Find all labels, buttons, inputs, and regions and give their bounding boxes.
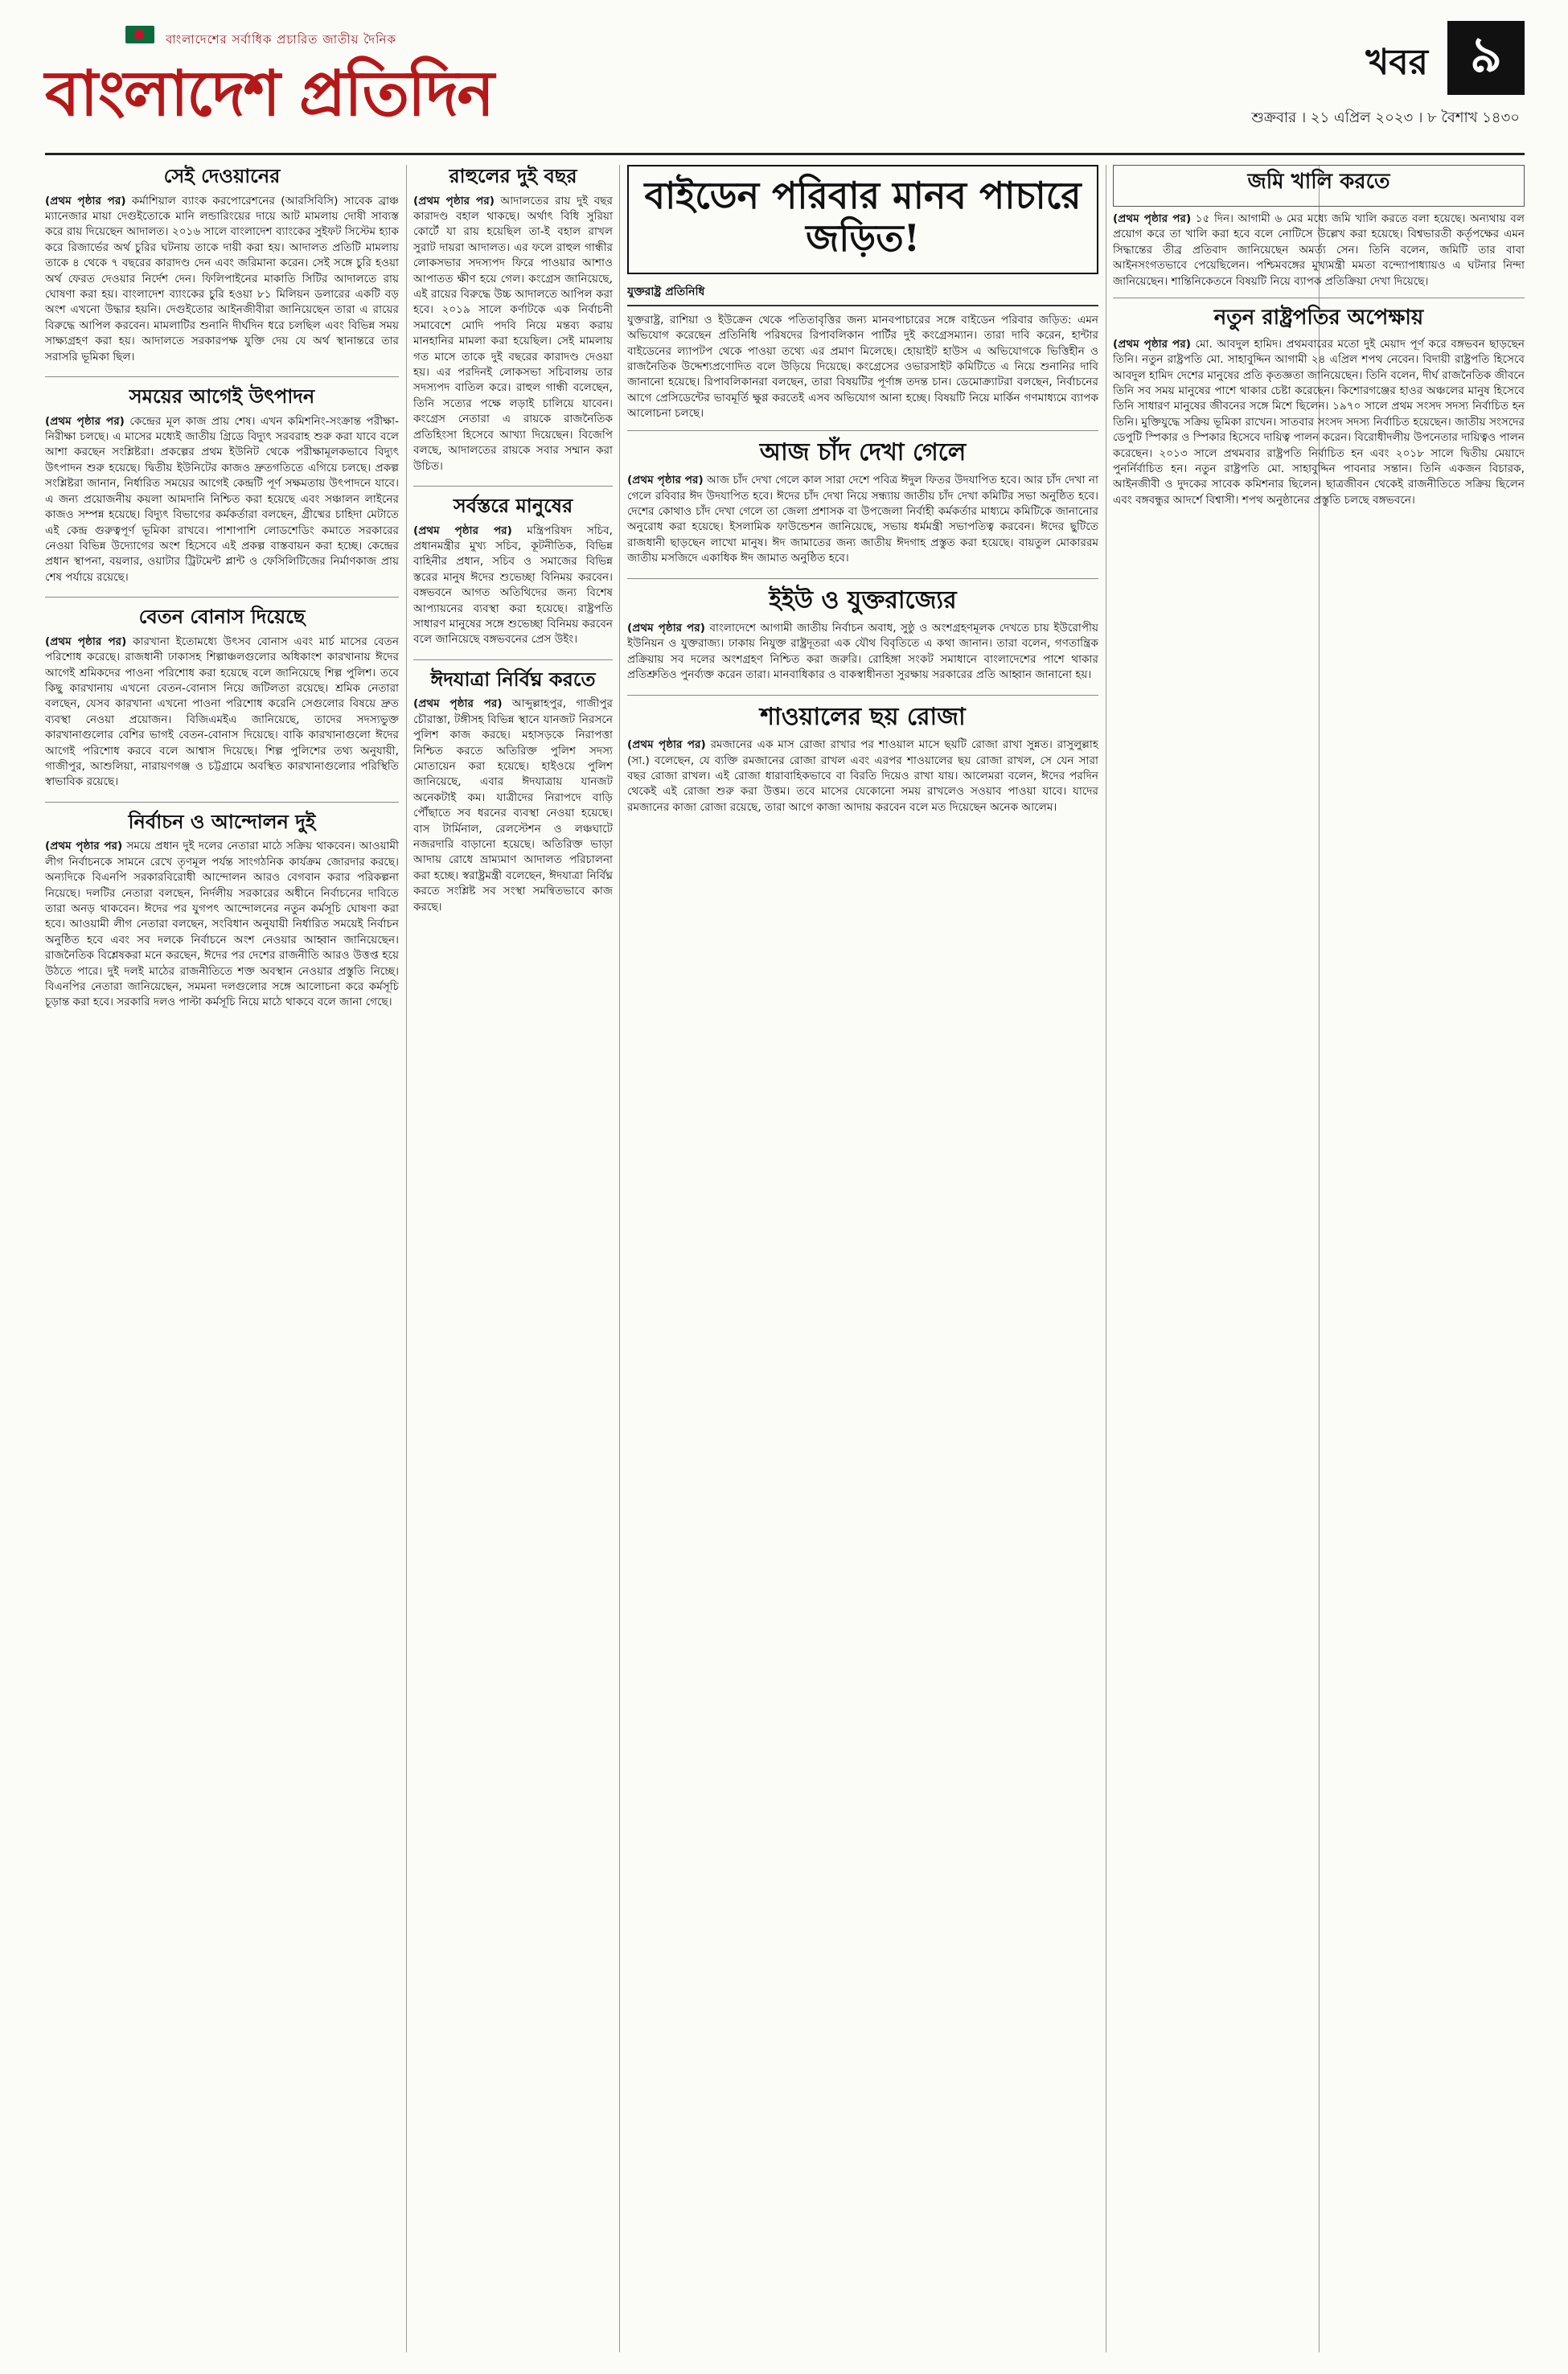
dateline: শুক্রবার । ২১ এপ্রিল ২০২৩ । ৮ বৈশাখ ১৪৩০ <box>1251 109 1520 126</box>
lead-body: যুক্তরাষ্ট্র, রাশিয়া ও ইউক্রেন থেকে পতিতাবৃত্তির জন্য মানবপাচারের সঙ্গে বাইডেন পরিবার জড়িত: এমন অভিযোগ করেছেন প্রতিনিধি পরিষদের রিপাবলিকান পার্টির দুই কংগ্রেসম্যান। তারা দাবি করেন, হান্টার বাইডেনের ল্যাপটপ থেকে পাওয়া তথ্যে এর প্রমাণ মিলেছে। হোয়াইট হাউস এ অভিযোগকে ভিত্তিহীন ও রাজনৈতিক উদ্দেশ্যপ্রণোদিত বলে উড়িয়ে দিয়েছে। কংগ্রেসের ওভারসাইট কমিটিতে এ নিয়ে শুনানির দাবি জানানো হয়েছে। রিপাবলিকানরা বলছেন, তারা বিষয়টির পূর্ণাঙ্গ তদন্ত চান। ডেমোক্র্যাটরা বলছেন, নির্বাচনের আগে প্রেসিডেন্টের ভাবমূর্তি ক্ষুণ্ণ করতেই এসব অভিযোগ আনা হচ্ছে। বিষয়টি নিয়ে মার্কিন গণমাধ্যমে ব্যাপক আলোচনা চলছে। <box>627 313 1098 421</box>
flag-icon <box>125 26 154 43</box>
story-body: (প্রথম পৃষ্ঠার পর) মন্ত্রিপরিষদ সচিব, প্রধানমন্ত্রীর মুখ্য সচিব, কূটনীতিক, বিভিন্ন বাহিনীর প্রধান, সচিব ও সমাজের বিভিন্ন স্তরের মানুষ ঈদের শুভেচ্ছা বিনিময় করবেন। বঙ্গভবনে আগত অতিথিদের জন্য বিশেষ আপ্যায়নের ব্যবস্থা করা হয়েছে। রাষ্ট্রপতি সাধারণ মানুষের সঙ্গে শুভেচ্ছা বিনিময় করবেন বলে জানিয়েছে বঙ্গভবনের প্রেস উইং। <box>413 524 613 647</box>
story-sorbostore <box>413 495 613 648</box>
headline: ইইউ ও যুক্তরাজ্যের <box>769 585 957 614</box>
story-nirbachon <box>45 811 399 1011</box>
headline: সময়ের আগেই উৎপাদন <box>129 384 315 409</box>
story-body: (প্রথম পৃষ্ঠার পর) আজ চাঁদ দেখা গেলে কাল সারা দেশে পবিত্র ঈদুল ফিতর উদযাপিত হবে। আর চাঁদ দেখা না গেলে রবিবার ঈদ উদযাপিত হবে। ঈদের চাঁদ দেখা নিয়ে সন্ধ্যায় জাতীয় চাঁদ দেখা কমিটির সভা অনুষ্ঠিত হবে। দেশের কোথাও চাঁদ দেখা গেলে তা জেলা প্রশাসক বা উপজেলা নির্বাহী কর্মকর্তার মাধ্যমে কমিটিকে জানানোর অনুরোধ করা হয়েছে। ইসলামিক ফাউন্ডেশন জানিয়েছে, সভায় ধর্মমন্ত্রী সভাপতিত্ব করবেন। ঈদের ছুটিতে রাজধানী ছাড়ছেন লাখো মানুষ। ঈদ জামাতের জন্য জাতীয় ঈদগাহ প্রস্তুত করা হয়েছে। বায়তুল মোকাররম জাতীয় মসজিদে একাধিক ঈদ জামাত অনুষ্ঠিত হবে। <box>627 474 1098 565</box>
divider <box>413 486 613 487</box>
story-body: (প্রথম পৃষ্ঠার পর) বাংলাদেশে আগামী জাতীয় নির্বাচন অবাধ, সুষ্ঠু ও অংশগ্রহণমূলক দেখতে চায় ইউরোপীয় ইউনিয়ন ও যুক্তরাজ্য। ঢাকায় নিযুক্ত রাষ্ট্রদূতরা এক যৌথ বিবৃতিতে এ কথা জানান। তারা বলেন, গণতান্ত্রিক প্রক্রিয়ায় সব দলের অংশগ্রহণ নিশ্চিত করা জরুরি। রোহিঙ্গা সংকট সমাধানে বাংলাদেশের পাশে থাকার প্রতিশ্রুতিও পুনর্ব্যক্ত করেন তারা। মানবাধিকার ও বাকস্বাধীনতা সুরক্ষায় সরকারের প্রতি আহ্বান জানানো হয়। <box>627 622 1098 682</box>
page-number: ৯ <box>1447 21 1525 95</box>
divider <box>45 376 399 377</box>
headline: রাহুলের দুই বছর <box>449 165 577 187</box>
divider <box>45 802 399 803</box>
divider <box>627 430 1098 431</box>
story-sei-deguito <box>45 165 399 365</box>
headline: সর্বস্তরে মানুষের <box>453 493 573 517</box>
story-rahul <box>413 165 613 474</box>
logo-wordmark: বাংলাদেশ প্রতিদিন <box>45 57 493 130</box>
headline: আজ চাঁদ দেখা গেলে <box>759 437 967 466</box>
headline: সেই দেওয়ানের <box>163 165 281 187</box>
story-body: (প্রথম পৃষ্ঠার পর) কারখানা ইতোমধ্যে উৎসব বোনাস এবং মার্চ মাসের বেতন পরিশোধ করেছে। রাজধানী ঢাকাসহ শিল্পাঞ্চলগুলোর অধিকাংশ কারখানায় ঈদের আগেই শ্রমিকদের পাওনা পরিশোধ করা হয়েছে বলে জানিয়েছে শিল্প পুলিশ। তবে কিছু কারখানায় এখনো বেতন-বোনাস নিয়ে জটিলতা রয়েছে। শ্রমিক নেতারা বলছেন, যেসব কারখানা এখনো পাওনা পরিশোধ করেনি সেগুলোর বিষয়ে দ্রুত ব্যবস্থা নেওয়া প্রয়োজন। বিজিএমইএ জানিয়েছে, তাদের সদস্যভুক্ত কারখানাগুলোর বেশির ভাগই বেতন-বোনাস দিয়েছে। বাকি কারখানাগুলো ঈদের আগেই পরিশোধ করবে বলে আশ্বাস দিয়েছে। শিল্প পুলিশের তথ্য অনুযায়ী, গাজীপুর, আশুলিয়া, নারায়ণগঞ্জ ও চট্টগ্রামে অবস্থিত কারখানাগুলোর পরিস্থিতি স্বাভাবিক রয়েছে। <box>45 635 399 789</box>
masthead-rule <box>45 153 1525 155</box>
headline: বেতন বোনাস দিয়েছে <box>138 605 306 629</box>
story-body: (প্রথম পৃষ্ঠার পর) রমজানের এক মাস রোজা রাখার পর শাওয়াল মাসে ছয়টি রোজা রাখা সুন্নত। রাসুলুল্লাহ (সা.) বলেছেন, যে ব্যক্তি রমজানের রোজা রাখল এবং এরপর শাওয়ালের ছয় রোজা রাখল, সে যেন সারা বছর রোজা রাখল। এই রোজা ধারাবাহিকভাবে বা বিরতি দিয়েও রাখা যায়। আলেমরা বলেন, ঈদের পরদিন থেকেই এই রোজা শুরু করা উত্তম। তবে মাসের যেকোনো সময় রাখলেও সওয়াব পাওয়া যাবে। যাদের রমজানের কাজা রোজা রয়েছে, তারা আগে কাজা আদায় করবেন বলে মত দিয়েছেন অনেক আলেম। <box>627 738 1098 814</box>
story-body: (প্রথম পৃষ্ঠার পর) আব্দুল্লাহপুর, গাজীপুর চৌরাস্তা, টঙ্গীসহ বিভিন্ন স্থানে যানজট নিরসনে পুলিশ কাজ করছে। মহাসড়কে নিরাপত্তা নিশ্চিত করতে অতিরিক্ত পুলিশ সদস্য মোতায়েন করা হয়েছে। হাইওয়ে পুলিশ জানিয়েছে, এবার ঈদযাত্রায় যানজট অনেকটাই কম। যাত্রীদের নিরাপদে বাড়ি পৌঁছাতে সব ধরনের ব্যবস্থা নেওয়া হয়েছে। বাস টার্মিনাল, রেলস্টেশন ও লঞ্চঘাটে নজরদারি বাড়ানো হয়েছে। অতিরিক্ত ভাড়া আদায় রোধে ভ্রাম্যমাণ আদালত পরিচালনা করা হচ্ছে। স্বরাষ্ট্রমন্ত্রী বলেছেন, ঈদযাত্রা নির্বিঘ্ন করতে সংশ্লিষ্ট সব সংস্থা সমন্বিতভাবে কাজ করছে। <box>413 697 613 914</box>
story-shaoal <box>627 704 1098 816</box>
logo <box>45 16 493 145</box>
column-3 <box>627 165 1098 2352</box>
divider <box>627 695 1098 696</box>
story-body: (প্রথম পৃষ্ঠার পর) কেন্দ্রের মূল কাজ প্রায় শেষ। এখন কমিশনিং-সংক্রান্ত পরীক্ষা-নিরীক্ষা চলছে। এ মাসের মধ্যেই জাতীয় গ্রিডে বিদ্যুৎ সরবরাহ শুরু করা যাবে বলে আশা করছেন সংশ্লিষ্টরা। প্রকল্পের প্রথম ইউনিট থেকে পরীক্ষামূলকভাবে বিদ্যুৎ উৎপাদন শুরু হয়েছে। দ্বিতীয় ইউনিটের কাজও দ্রুতগতিতে এগিয়ে চলছে। প্রকল্প সংশ্লিষ্টরা জানান, নির্ধারিত সময়ের আগেই কেন্দ্রটি পূর্ণ সক্ষমতায় উৎপাদনে যাবে। এ জন্য প্রয়োজনীয় কয়লা আমদানি নিশ্চিত করা হয়েছে এবং সঞ্চালন লাইনের কাজও সম্পন্ন হয়েছে। বিদ্যুৎ বিভাগের কর্মকর্তারা বলছেন, গ্রীষ্মের চাহিদা মেটাতে এই কেন্দ্র গুরুত্বপূর্ণ ভূমিকা রাখবে। পাশাপাশি লোডশেডিং কমাতে সরকারের নেওয়া বিভিন্ন উদ্যোগের অংশ হিসেবে এই প্রকল্প বাস্তবায়ন করা হচ্ছে। কেন্দ্রের প্রধান স্থাপনা, বয়লার, ওয়াটার ট্রিটমেন্ট প্লান্ট ও ফেসিলিটিজের নির্মাণকাজ প্রায় শেষ পর্যায়ে রয়েছে। <box>45 414 399 584</box>
headline: নতুন রাষ্ট্রপতির অপেক্ষায় <box>1213 305 1424 330</box>
logo-tagline: বাংলাদেশের সর্বাধিক প্রচারিত জাতীয় দৈনিক <box>166 32 396 47</box>
byline: যুক্তরাষ্ট্র প্রতিনিধি <box>627 282 1098 306</box>
headline: জমি খালি করতে <box>1247 170 1390 194</box>
column-4-5 <box>1113 165 1525 2352</box>
lead-headline: বাইডেন পরিবার মানব পাচারে জড়িত! <box>644 174 1082 260</box>
column-divider <box>619 165 620 2352</box>
column-2 <box>413 165 613 2352</box>
story-body: (প্রথম পৃষ্ঠার পর) আদালতের রায় দুই বছর কারাদণ্ড বহাল থাকছে। অর্থাৎ বিধি সুরিয়া কোর্টে যা রায় হয়েছিল তা-ই বহাল রাখল সুরাট দায়রা আদালত। এর ফলে রাহুল গান্ধীর লোকসভার সদস্যপদ ফিরে পাওয়ার আশাও আপাতত ক্ষীণ হয়ে গেল। কংগ্রেস জানিয়েছে, এই রায়ের বিরুদ্ধে উচ্চ আদালতে আপিল করা হবে। ২০১৯ সালে কর্ণাটকে এক নির্বাচনী সমাবেশে মোদি পদবি নিয়ে মন্তব্য করায় মানহানির মামলা করা হয়েছিল। সেই মামলায় গত মাসে তাকে দুই বছরের কারাদণ্ড দেওয়া হয়। এর পরদিনই লোকসভা সচিবালয় তার সদস্যপদ বাতিল করে। রাহুল গান্ধী বলেছেন, তিনি সত্যের পক্ষে লড়াই চালিয়ে যাবেন। কংগ্রেস নেতারা এ রায়কে রাজনৈতিক প্রতিহিংসা হিসেবে আখ্যা দিয়েছেন। বিজেপি বলছে, আদালতের রায়কে সবার সম্মান করা উচিত। <box>413 194 613 473</box>
headline: নির্বাচন ও আন্দোলন দুই <box>128 809 316 833</box>
divider <box>45 597 399 598</box>
story-body: (প্রথম পৃষ্ঠার পর) সময়ে প্রধান দুই দলের নেতারা মাঠে সক্রিয় থাকবেন। আওয়ামী লীগ নির্বাচনকে সামনে রেখে তৃণমূল পর্যন্ত সাংগঠনিক কার্যক্রম জোরদার করছে। অন্যদিকে বিএনপি সরকারবিরোধী আন্দোলন আরও বেগবান করার পরিকল্পনা নিয়েছে। দলটির নেতারা বলছেন, নির্দলীয় সরকারের অধীনে নির্বাচনের দাবিতে তারা অনড় থাকবেন। ঈদের পর যুগপৎ আন্দোলনের নতুন কর্মসূচি ঘোষণা করা হবে। আওয়ামী লীগ নেতারা বলছেন, সংবিধান অনুযায়ী নির্ধারিত সময়েই নির্বাচন অনুষ্ঠিত হবে এবং সব দলকে নির্বাচনে অংশ নেওয়ার আহ্বান জানিয়েছেন। রাজনৈতিক বিশ্লেষকরা মনে করছেন, ঈদের পর দেশের রাজনীতি আরও উত্তপ্ত হয়ে উঠতে পারে। দুই দলই মাঠের রাজনীতিতে শক্ত অবস্থান নেওয়ার প্রস্তুতি নিচ্ছে। বিএনপির নেতারা জানিয়েছেন, সমমনা দলগুলোর সঙ্গে আলোচনা করে কর্মসূচি চূড়ান্ত করা হবে। সরকারি দলও পাল্টা কর্মসূচি নিয়ে মাঠে থাকবে বলে জানা গেছে। <box>45 840 399 1009</box>
lead-story <box>627 165 1098 274</box>
story-eidjatra <box>413 668 613 915</box>
story-beton-bonus <box>45 606 399 791</box>
column-1 <box>45 165 399 2352</box>
story-body: (প্রথম পৃষ্ঠার পর) ১৫ দিন। আগামী ৬ মের মধ্যে জমি খালি করতে বলা হয়েছে। অন্যথায় বল প্রয়োগ করে তা খালি করা হবে বলে নোটিসে উল্লেখ করা হয়েছে। বিশ্বভারতী কর্তৃপক্ষের এমন সিদ্ধান্তের তীব্র প্রতিবাদ জানিয়েছেন অমর্ত্য সেন। তিনি বলেন, জমিটি তার বাবা আইনসংগতভাবে পেয়েছিলেন। পশ্চিমবঙ্গের মুখ্যমন্ত্রী মমতা বন্দ্যোপাধ্যায়ও এ ঘটনার নিন্দা জানিয়েছেন। শান্তিনিকেতনে বিষয়টি নিয়ে ব্যাপক প্রতিক্রিয়া দেখা দিয়েছে। <box>1113 212 1525 288</box>
story-body: (প্রথম পৃষ্ঠার পর) কর্মাশিয়াল ব্যাংক করপোরেশনের (আরসিবিসি) সাবেক ব্রাঞ্চ ম্যানেজার মায়া দেগুইতোকে মানি লন্ডারিংয়ের দায়ে আট মামলায় দোষী সাব্যস্ত করে রায় দিয়েছেন আদালত। ২০১৬ সালে বাংলাদেশ ব্যাংকের সুইফট সিস্টেম হ্যাক করে রিজার্ভের অর্থ চুরির ঘটনায় তাকে দায়ী করা হয়। আদালত প্রতিটি মামলায় তাকে ৪ থেকে ৭ বছরের কারাদণ্ড দেন এবং জরিমানা করেন। সেই সঙ্গে চুরি হওয়া অর্থ ফেরত দেওয়ার নির্দেশ দেন। ফিলিপাইনের মাকাতি সিটির আদালতে রায় ঘোষণা করা হয়। বাংলাদেশ ব্যাংকের চুরি হওয়া ৮১ মিলিয়ন ডলারের একটি বড় অংশ এখনো উদ্ধার হয়নি। দেগুইতোর আইনজীবীরা জানিয়েছেন তারা এ রায়ের বিরুদ্ধে আপিল করবেন। মামলাটির শুনানি দীর্ঘদিন ধরে চলছিল এবং বিভিন্ন সময় সাক্ষ্যগ্রহণ করা হয়। আদালতে সরকারপক্ষ যুক্তি দেয় যে অর্থ স্থানান্তরে তার সরাসরি ভূমিকা ছিল। <box>45 194 399 363</box>
masthead <box>45 16 1525 149</box>
section-header <box>1365 21 1525 95</box>
headline: শাওয়ালের ছয় রোজা <box>760 702 966 731</box>
story-eu-uk <box>627 587 1098 684</box>
story-body: (প্রথম পৃষ্ঠার পর) মো. আবদুল হামিদ। প্রথমবারের মতো দুই মেয়াদ পূর্ণ করে বঙ্গভবন ছাড়ছেন তিনি। নতুন রাষ্ট্রপতি মো. সাহাবুদ্দিন আগামী ২৪ এপ্রিল শপথ নেবেন। বিদায়ী রাষ্ট্রপতি হিসেবে আবদুল হামিদ দেশের মানুষের প্রতি কৃতজ্ঞতা জানিয়েছেন। তিনি বলেন, দীর্ঘ রাজনৈতিক জীবনে তিনি সব সময় মানুষের পাশে থাকার চেষ্টা করেছেন। কিশোরগঞ্জের হাওর অঞ্চলের মানুষ হিসেবে তিনি সাধারণ মানুষের জীবনের সঙ্গে মিশে ছিলেন। ১৯৭০ সালে প্রথম সংসদ সদস্য নির্বাচিত হন তিনি। মুক্তিযুদ্ধে সক্রিয় ভূমিকা রাখেন। সাতবার সংসদ সদস্য নির্বাচিত হয়েছেন। জাতীয় সংসদের ডেপুটি স্পিকার ও স্পিকার হিসেবে দায়িত্ব পালন করেন। বিরোধীদলীয় উপনেতার দায়িত্বও পালন করেছেন। ২০১৩ সালে প্রথমবার রাষ্ট্রপতি নির্বাচিত হন এবং ২০১৮ সালে দ্বিতীয় মেয়াদে পুনর্নির্বাচিত হন। নতুন রাষ্ট্রপতি মো. সাহাবুদ্দিন পাবনার সন্তান। তিনি একজন বিচারক, আইনজীবী ও দুদকের সাবেক কমিশনার ছিলেন। ছাত্রজীবন থেকেই রাজনীতিতে সক্রিয় ছিলেন এবং বঙ্গবন্ধুর আদর্শে বিশ্বাসী। শপথ অনুষ্ঠানের প্রস্তুতি চলছে বঙ্গভবনে। <box>1113 337 1525 507</box>
column-divider <box>406 165 407 2352</box>
divider <box>627 578 1098 579</box>
headline: ঈদযাত্রা নির্বিঘ্ন করতে <box>430 667 596 691</box>
story-chand <box>627 439 1098 567</box>
divider <box>413 659 613 660</box>
story-jomi <box>1113 165 1525 207</box>
story-president <box>1113 306 1525 508</box>
section-name: খবর <box>1365 42 1428 83</box>
story-somoyer-agei <box>45 385 399 585</box>
